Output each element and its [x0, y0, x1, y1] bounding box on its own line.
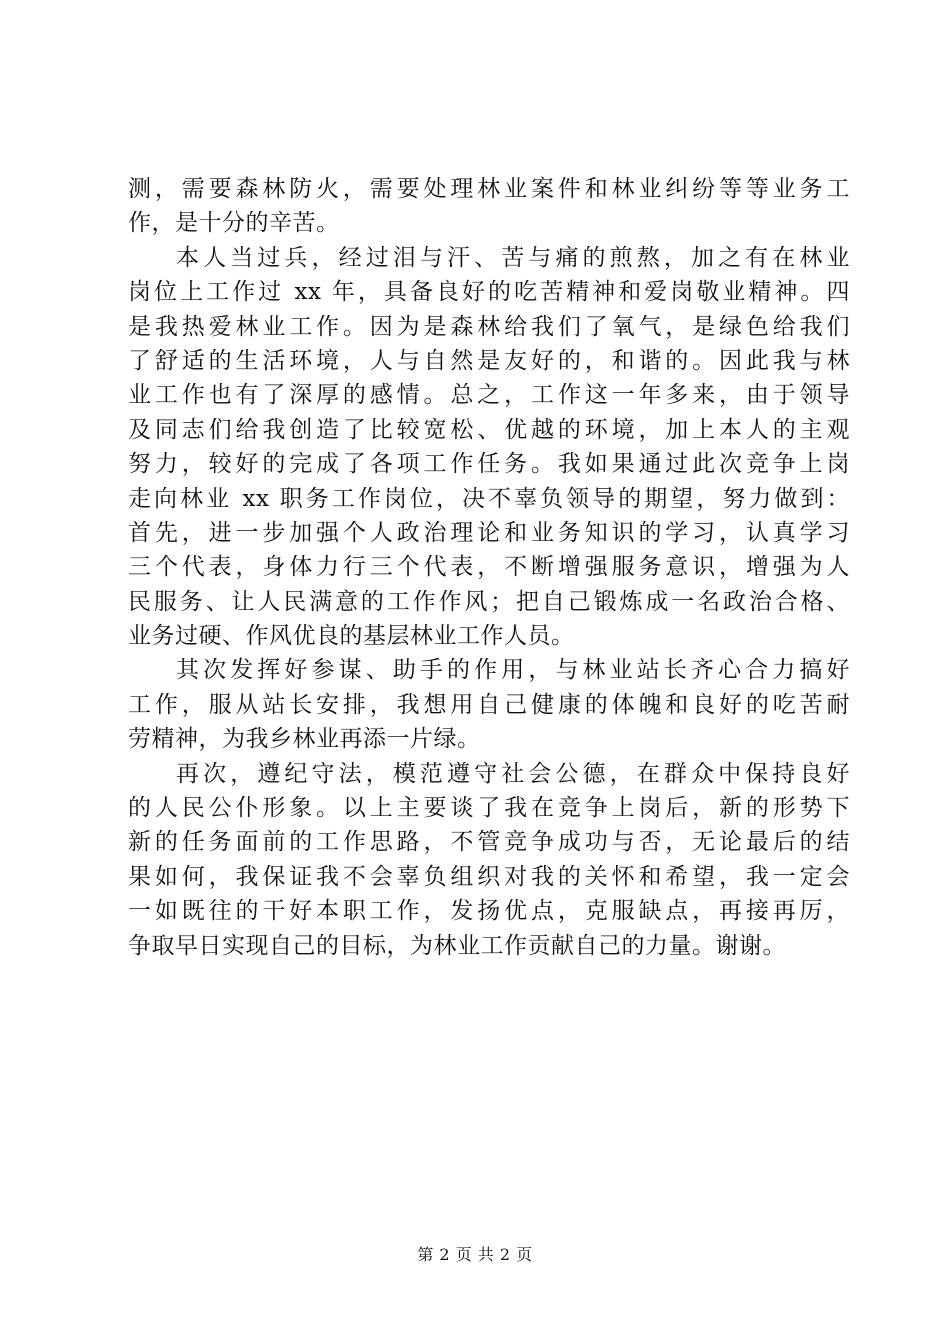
text-line: 了舒适的生活环境，人与自然是友好的，和谐的。因此我与林	[128, 347, 850, 374]
text-line: 的人民公仆形象。以上主要谈了我在竞争上岗后，新的形势下	[128, 795, 850, 822]
text-line: 岗位上工作过 xx 年，具备良好的吃苦精神和爱岗敬业精神。四	[128, 279, 850, 306]
text-line: 果如何，我保证我不会辜负组织对我的关怀和希望，我一定会	[128, 863, 850, 890]
text-line: 再次，遵纪守法，模范遵守社会公德，在群众中保持良好	[176, 760, 850, 787]
text-line: 争取早日实现自己的目标，为林业工作贡献自己的力量。谢谢。	[128, 932, 786, 959]
text-line: 其次发挥好参谋、助手的作用，与林业站长齐心合力搞好	[176, 657, 850, 684]
text-line: 新的任务面前的工作思路，不管竞争成功与否，无论最后的结	[128, 829, 850, 856]
text-line: 工作，服从站长安排，我想用自己健康的体魄和良好的吃苦耐	[128, 691, 850, 718]
text-line: 及同志们给我创造了比较宽松、优越的环境，加上本人的主观	[128, 416, 850, 443]
document-body	[128, 172, 850, 963]
paragraph	[128, 653, 850, 756]
text-line: 业务过硬、作风优良的基层林业工作人员。	[128, 623, 575, 650]
text-line: 测，需要森林防火，需要处理林业案件和林业纠纷等等业务工	[128, 176, 850, 202]
paragraph	[128, 241, 850, 654]
text-line: 走向林业 xx 职务工作岗位，决不辜负领导的期望，努力做到：	[128, 485, 850, 512]
paragraph	[128, 172, 850, 241]
text-line: 首先，进一步加强个人政治理论和业务知识的学习，认真学习	[128, 519, 850, 546]
text-line: 作，是十分的辛苦。	[128, 210, 340, 237]
text-line: 努力，较好的完成了各项工作任务。我如果通过此次竞争上岗	[128, 451, 850, 478]
text-line: 是我热爱林业工作。因为是森林给我们了氧气，是绿色给我们	[128, 313, 850, 340]
text-line: 一如既往的干好本职工作，发扬优点，克服缺点，再接再厉，	[128, 898, 850, 925]
text-line: 民服务、让人民满意的工作作风；把自己锻炼成一名政治合格、	[128, 588, 850, 615]
text-line: 本人当过兵，经过泪与汗、苦与痛的煎熬，加之有在林业	[176, 244, 850, 271]
text-line: 业工作也有了深厚的感情。总之，工作这一年多来，由于领导	[128, 382, 850, 409]
text-line: 劳精神，为我乡林业再添一片绿。	[128, 726, 481, 753]
paragraph	[128, 757, 850, 963]
page-number-footer: 第 2 页 共 2 页	[417, 1245, 533, 1264]
text-line: 三个代表，身体力行三个代表，不断增强服务意识，增强为人	[128, 554, 850, 581]
